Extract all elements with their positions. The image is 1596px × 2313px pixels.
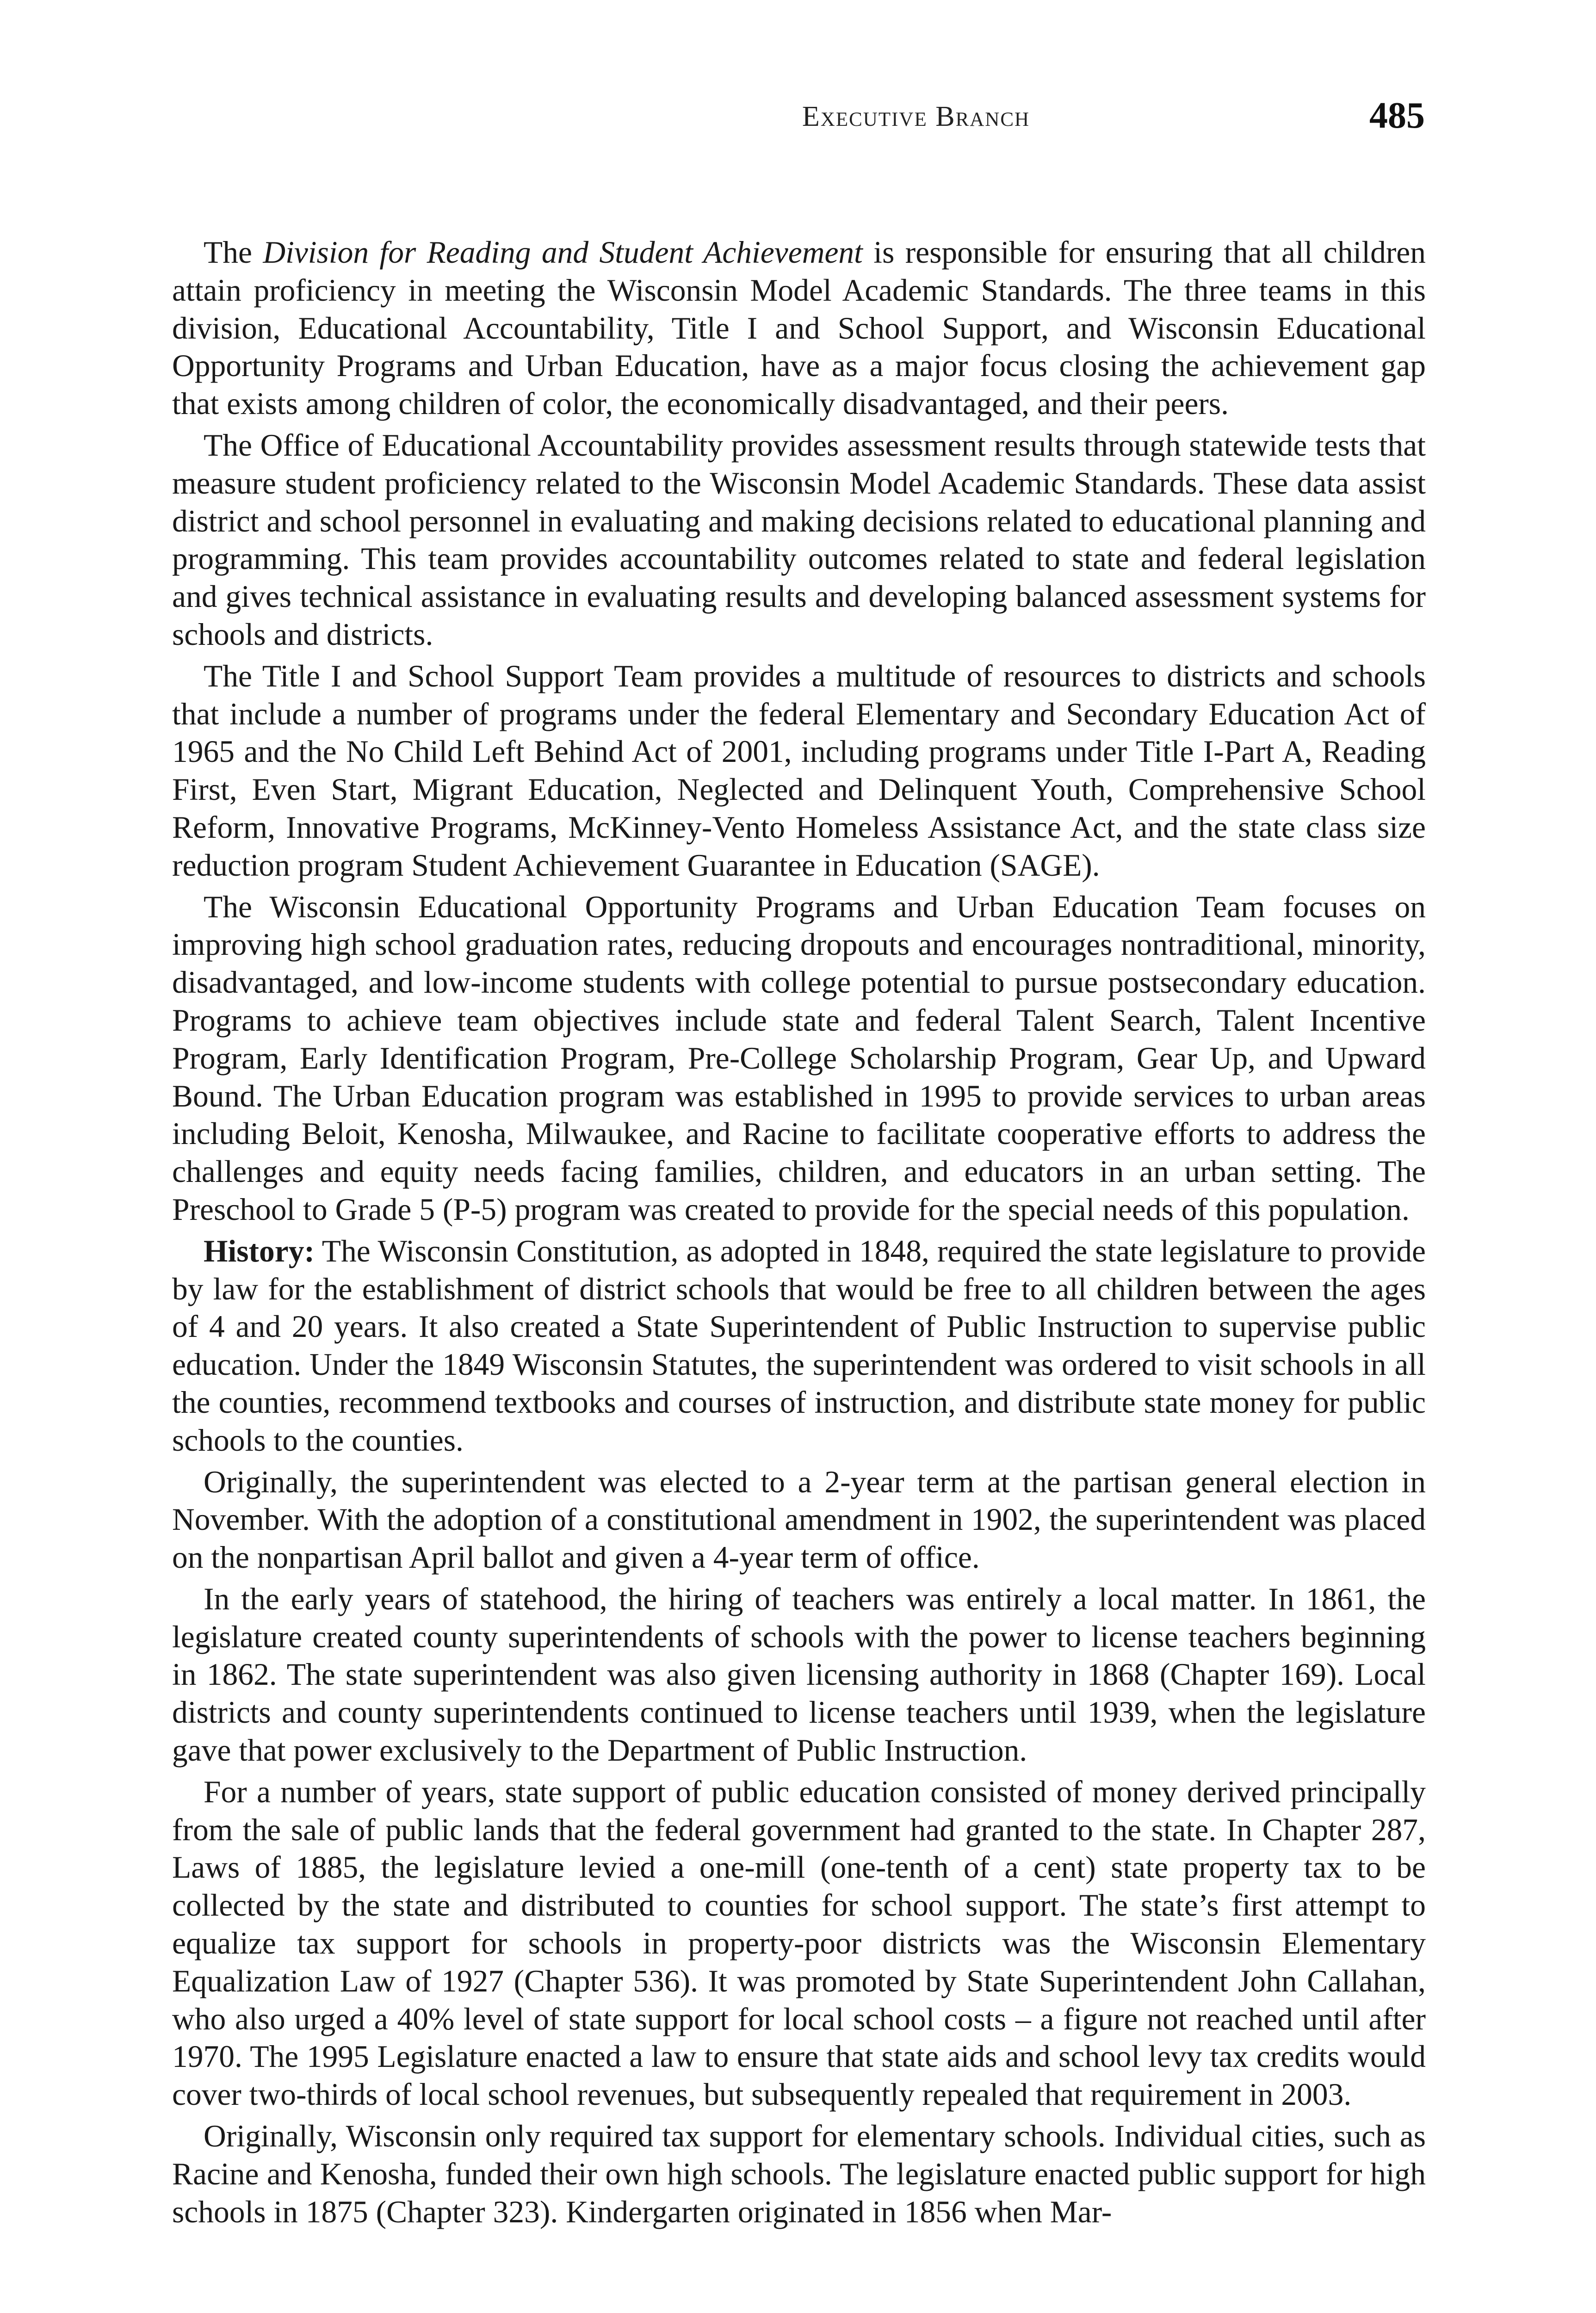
paragraph-state-support: For a number of years, state support of public education consisted of money derived principally from the sale of public lands that the federal government had granted to the state. In Chapter 287, Laws of 1885, the legislature levied a one-mill (one-tenth of a cent) state property tax to be collected by the state and distributed to counties for school support. The state’s first attempt to equalize tax support for schools in property-poor districts was the Wisconsin Elementary Equalization Law of 1927 (Chapter 536). It was promoted by State Superintendent John Callahan, who also urged a 40% level of state support for local school costs – a figure not reached until after 1970. The 1995 Legislature enacted a law to ensure that state aids and school levy tax credits would cover two-thirds of local school revenues, but subsequently repealed that requirement in 2003. xyxy=(172,1774,1426,2112)
paragraph-title-one-support: The Title I and School Support Team provides a multitude of resources to districts and schools that include a number of programs under the federal Elementary and Secondary Education Act of 1965 and the No Child Left Behind Act of 2001, including programs under Title I-Part A, Reading First, Even Start, Migrant Education, Neglected and Delinquent Youth, Comprehensive School Reform, Innovative Programs, McKinney-Vento Homeless Assistance Act, and the state class size reduction program Student Achievement Guarantee in Education (SAGE). xyxy=(172,658,1426,883)
paragraph-history xyxy=(172,1232,1426,1460)
paragraph-opportunity-programs: The Wisconsin Educational Opportunity Programs and Urban Education Team focuses on improving high school graduation rates, reducing dropouts and encourages nontraditional, minority, disadvantaged, and low-income students with college potential to pursue postsecondary education. Programs to achieve team objectives include state and federal Talent Search, Talent Incentive Program, Early Identification Program, Pre-College Scholarship Program, Gear Up, and Upward Bound. The Urban Education program was established in 1995 to provide services to urban areas including Beloit, Kenosha, Milwaukee, and Racine to facilitate cooperative efforts to address the challenges and equity needs facing families, children, and educators in an urban setting. The Preschool to Grade 5 (P-5) program was created to provide for the special needs of this population. xyxy=(172,889,1426,1227)
body-text xyxy=(172,234,1426,2234)
paragraph-high-schools: Originally, Wisconsin only required tax support for elementary schools. Individual cities, such as Racine and Kenosha, funded their own high schools. The legislature enacted public support for high schools in 1875 (Chapter 323). Kindergarten originated in 1856 when Mar- xyxy=(172,2119,1426,2229)
paragraph-text: is responsible for ensuring that all children attain proficiency in meeting the Wisconsin Model Academic Standards. The three teams in this division, Educational Accountability, Title I and School Support, and Wisconsin Educational Opportunity Programs and Urban Education, have as a major focus closing the achievement gap that exists among children of color, the economically disadvantaged, and their peers. xyxy=(172,235,1426,421)
division-name: Division for Reading and Student Achievement xyxy=(263,235,863,270)
page-number: 485 xyxy=(1369,95,1425,136)
paragraph-superintendent-term: Originally, the superintendent was elected to a 2-year term at the partisan general election in November. With the adoption of a constitutional amendment in 1902, the superintendent was placed on the nonpartisan April ballot and given a 4-year term of office. xyxy=(172,1464,1426,1575)
paragraph-teacher-licensing: In the early years of statehood, the hiring of teachers was entirely a local matter. In 1861, the legislature created county superintendents of schools with the power to license teachers beginning in 1862. The state superintendent was also given licensing authority in 1868 (Chapter 169). Local districts and county superintendents continued to license teachers until 1939, when the legislature gave that power exclusively to the Department of Public Instruction. xyxy=(172,1581,1426,1768)
paragraph-lead: The xyxy=(204,235,263,270)
paragraph-educational-accountability: The Office of Educational Accountability provides assessment results through statewide tests that measure student proficiency related to the Wisconsin Model Academic Standards. These data assist district and school personnel in evaluating and making decisions related to educational planning and programming. This team provides accountability outcomes related to state and federal legislation and gives technical assistance in evaluating results and developing balanced assessment systems for schools and districts. xyxy=(172,427,1426,652)
paragraph-text: The Wisconsin Constitution, as adopted in 1848, required the state legislature to provide by law for the establishment of district schools that would be free to all children between the ages of 4 and 20 years. It also created a State Superintendent of Public Instruction to supervise public education. Under the 1849 Wisconsin Statutes, the superintendent was ordered to visit schools in all the counties, recommend textbooks and courses of instruction, and distribute state money for public schools to the counties. xyxy=(172,1233,1426,1458)
history-lead-in: History: xyxy=(204,1233,315,1268)
paragraph-division-intro xyxy=(172,234,1426,423)
running-head xyxy=(199,95,1425,146)
section-title: Executive Branch xyxy=(802,101,1030,132)
